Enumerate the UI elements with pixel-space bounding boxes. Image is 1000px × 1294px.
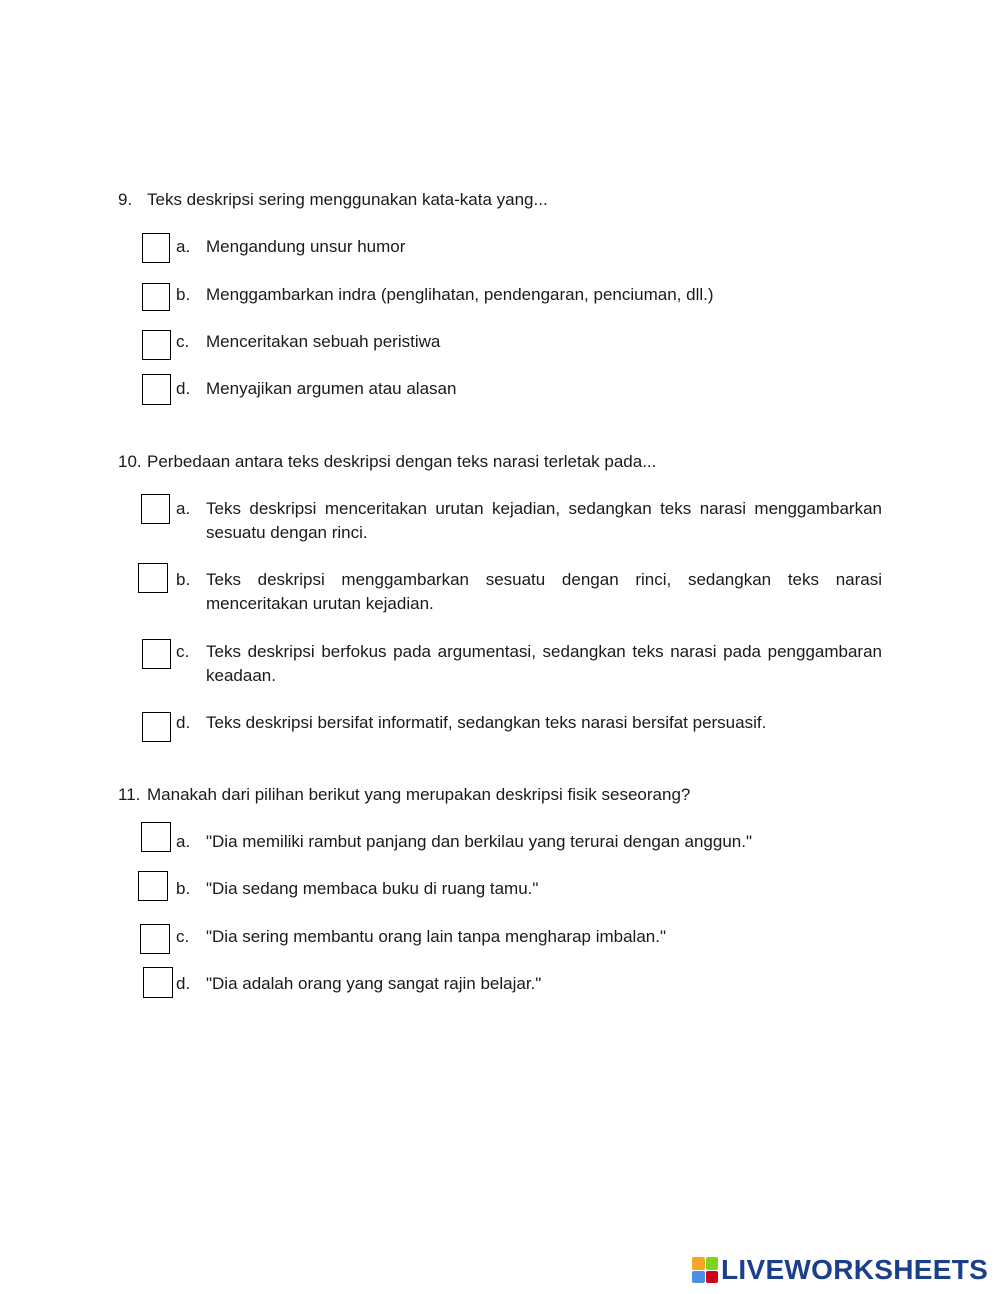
answer-checkbox[interactable] xyxy=(142,233,170,263)
logo-text: LIVEWORKSHEETS xyxy=(721,1254,989,1285)
option-letter: c. xyxy=(176,332,190,351)
answer-checkbox[interactable] xyxy=(142,330,171,360)
option-letter: c. xyxy=(176,642,190,661)
option-letter: d. xyxy=(176,974,191,993)
option-text: Teks deskripsi menceritakan urutan kejadian, sedangkan teks narasi menggambarkan sesuatu dengan rinci. xyxy=(206,499,882,542)
option-letter: b. xyxy=(176,285,191,304)
option-text: Menggambarkan indra (penglihatan, pendengaran, penciuman, dll.) xyxy=(206,285,714,304)
question-text: Teks deskripsi sering menggunakan kata-kata yang... xyxy=(147,190,548,209)
question-number: 11. xyxy=(118,785,141,804)
option-letter: b. xyxy=(176,570,191,589)
logo-tile-red xyxy=(706,1271,719,1284)
answer-checkbox[interactable] xyxy=(143,967,173,998)
logo-tile-orange xyxy=(692,1257,705,1270)
option-letter: d. xyxy=(176,713,191,732)
question-text: Perbedaan antara teks deskripsi dengan teks narasi terletak pada... xyxy=(147,452,657,471)
option-text: Teks deskripsi berfokus pada argumentasi, sedangkan teks narasi pada penggambaran keadaan. xyxy=(206,642,882,685)
option-letter: d. xyxy=(176,379,191,398)
logo-tile-green xyxy=(706,1257,719,1270)
option-letter: a. xyxy=(176,237,191,256)
liveworksheets-logo xyxy=(692,1255,988,1285)
option-letter: a. xyxy=(176,832,191,851)
option-text: "Dia sering membantu orang lain tanpa mengharap imbalan." xyxy=(206,927,667,946)
answer-checkbox[interactable] xyxy=(138,871,168,901)
option-text: "Dia sedang membaca buku di ruang tamu." xyxy=(206,879,539,898)
option-text: Menyajikan argumen atau alasan xyxy=(206,379,457,398)
option-letter: b. xyxy=(176,879,191,898)
option-text: Mengandung unsur humor xyxy=(206,237,406,256)
answer-checkbox[interactable] xyxy=(142,712,171,742)
answer-checkbox[interactable] xyxy=(142,283,170,311)
answer-checkbox[interactable] xyxy=(138,563,168,593)
option-text: Teks deskripsi bersifat informatif, sedangkan teks narasi bersifat persuasif. xyxy=(206,713,767,732)
option-text: Teks deskripsi menggambarkan sesuatu dengan rinci, sedangkan teks narasi menceritakan urutan kejadian. xyxy=(206,570,882,613)
answer-checkbox[interactable] xyxy=(142,639,171,669)
question-number: 9. xyxy=(118,190,133,209)
question-number: 10. xyxy=(118,452,142,471)
liveworksheets-logo-icon xyxy=(692,1257,718,1283)
option-text: "Dia memiliki rambut panjang dan berkilau yang terurai dengan anggun." xyxy=(206,832,753,851)
option-letter: a. xyxy=(176,499,191,518)
option-text: "Dia adalah orang yang sangat rajin belajar." xyxy=(206,974,542,993)
answer-checkbox[interactable] xyxy=(141,494,170,524)
question-text: Manakah dari pilihan berikut yang merupakan deskripsi fisik seseorang? xyxy=(147,785,691,804)
answer-checkbox[interactable] xyxy=(141,822,171,852)
logo-tile-blue xyxy=(692,1271,705,1284)
option-letter: c. xyxy=(176,927,190,946)
answer-checkbox[interactable] xyxy=(142,374,171,405)
answer-checkbox[interactable] xyxy=(140,924,170,954)
option-text: Menceritakan sebuah peristiwa xyxy=(206,332,441,351)
